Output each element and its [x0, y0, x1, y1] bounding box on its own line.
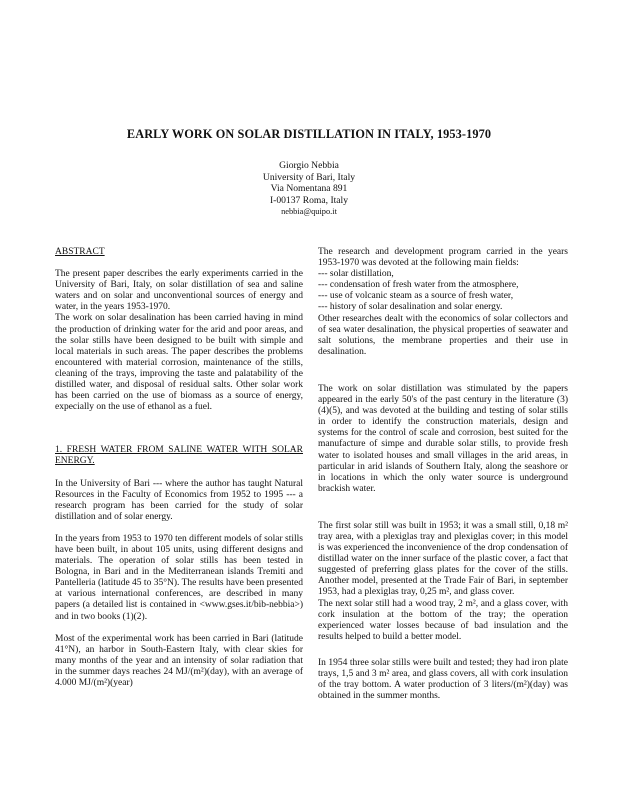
list-item: --- solar distillation, — [318, 269, 394, 280]
list-item: --- condensation of fresh water from the atmosphere, — [318, 280, 519, 291]
left-column — [55, 247, 303, 689]
paper-title: EARLY WORK ON SOLAR DISTILLATION IN ITALY, 1953-1970 — [126, 127, 492, 141]
body-paragraph: In 1954 three solar stills were built and tested; they had iron plate trays, 1,5 and 3 m² area, and glass covers, all with cork insulation of the tray bottom. A water production of 3 liters/(m²)(day) was obtained in the summer months. — [318, 657, 568, 702]
body-paragraph: In the University of Bari --- where the author has taught Natural Resources in the Faculty of Economics from 1952 to 1995 --- a research program has been carried for the study of solar distillation and of solar energy. — [55, 478, 303, 522]
author-name: Giorgio Nebbia — [279, 160, 339, 171]
author-affiliation: University of Bari, Italy — [262, 171, 356, 183]
abstract-paragraph: The present paper describes the early experiments carried in the University of Bari, Italy, on solar distillation of sea and saline waters and on solar and unconventional sources of energy and water, in the years 1953-1970. — [55, 269, 303, 313]
right-column — [318, 247, 568, 702]
list-item: --- history of solar desalination and solar energy. — [318, 302, 503, 313]
body-paragraph: Most of the experimental work has been carried in Bari (latitude 41°N), an harbor in South-Eastern Italy, with clear skies for many months of the year and an intensity of solar radiation that in the summer days reaches 24 MJ/(m²)(day), with an average of 4.000 MJ/(m²)(year) — [55, 633, 303, 688]
author-city: I-00137 Roma, Italy — [269, 194, 349, 206]
body-paragraph: The research and development program carried in the years 1953-1970 was devoted at the following main fields: — [318, 247, 568, 269]
author-street: Via Nomentana 891 — [270, 183, 348, 195]
body-paragraph: Other researches dealt with the economics of solar collectors and of sea water desalination, the physical properties of seawater and salt solutions, the membrane properties and their use in desalination. — [318, 313, 568, 357]
body-paragraph: The first solar still was built in 1953; it was a small still, 0,18 m² tray area, with a plexiglas tray and plexiglas cover; in this model is was experienced the inconvenience of the drop condensation of distillad water on the inner surface of the plastic cover, a fact that suggested of preferring glass plates for the cover of the stills. Another model, presented at the Trade Fair of Bari, in september 1953, had a plexiglas tray, 0,25 m², and glass cover. — [318, 520, 568, 598]
body-paragraph: The work on solar distillation was stimulated by the papers appeared in the early 50's of the past century in the literature (3)(4)(5), and was devoted at the building and testing of solar stills in order to identify the construction materials, design and systems for the control of scale and corrosion, best suited for the manufacture of simpe and durable solar stills, to provide fresh water to isolated houses and small villages in the arid areas, in particular in arid islands of Southern Italy, along the seashore or in locations in which the only water source is underground brackish water. — [318, 383, 568, 494]
body-paragraph: In the years from 1953 to 1970 ten different models of solar stills have been built, in about 105 units, using different designs and materials. The operation of solar stills has been tested in Bologna, in Bari and in the Mediterranean islands Tremiti and Pantelleria (latitude 45 to 35°N). The results have been presented at various international conferences, are described in many papers (a detailed list is contained in <www.gses.it/bib-nebbia>) and in two books (1)(2). — [55, 533, 303, 622]
body-paragraph: The next solar still had a wood tray, 2 m², and a glass cover, with cork insulation at the bottom of the tray; the operation experienced water losses because of bad insulation and the results helped to build a better model. — [318, 598, 568, 642]
author-block — [0, 160, 618, 218]
section-heading: 1. FRESH WATER FROM SALINE WATER WITH SOLAR ENERGY. — [55, 445, 303, 467]
author-email: nebbia@quipo.it — [281, 207, 337, 217]
abstract-heading: ABSTRACT — [55, 247, 105, 257]
list-item: --- use of volcanic steam as a source of fresh water, — [318, 291, 514, 302]
abstract-paragraph: The work on solar desalination has been carried having in mind the production of drinking water for the arid and poor areas, and the solar stills have been designed to be built with simple and local materials in such areas. The paper describes the problems encountered with material corrosion, maintenance of the stills, cleaning of the trays, improving the taste and palatability of the distilled water, and disposal of residual salts. Other solar work has been carried on the use of biomass as a source of energy, expecially on the use of ethanol as a fuel. — [55, 313, 303, 413]
